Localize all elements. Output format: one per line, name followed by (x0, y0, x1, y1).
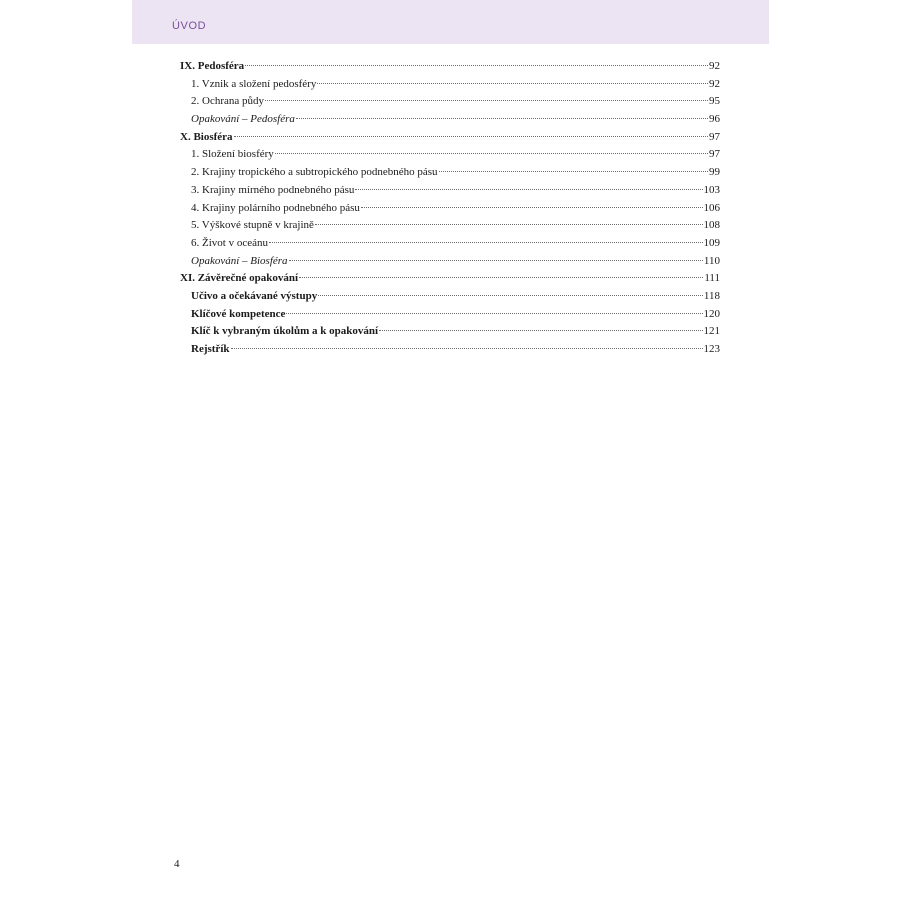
toc-entry-label: 4. Krajiny polárního podnebného pásu (191, 201, 360, 214)
toc-entry-page: 110 (703, 254, 720, 267)
toc-entry-page: 106 (703, 201, 720, 214)
toc-entry[interactable] (180, 217, 720, 235)
toc-entry[interactable] (180, 129, 720, 147)
toc-entry-label: Klíč k vybraným úkolům a k opakování (191, 325, 379, 338)
dot-leader (231, 348, 703, 349)
toc-entry[interactable] (180, 146, 720, 164)
toc-entry[interactable] (180, 341, 720, 359)
dot-leader (234, 136, 708, 137)
dot-leader (379, 330, 702, 331)
toc-entry-label: Učivo a očekávané výstupy (191, 289, 318, 302)
dot-leader (296, 118, 708, 119)
toc-entry-page: 103 (703, 183, 720, 196)
dot-leader (265, 100, 708, 101)
toc-entry-label: 6. Život v oceánu (191, 236, 268, 249)
toc-entry[interactable] (180, 306, 720, 324)
toc-entry-label: 3. Krajiny mírného podnebného pásu (191, 183, 355, 196)
toc-entry-label: 1. Vznik a složení pedosféry (191, 77, 317, 90)
dot-leader (299, 277, 703, 278)
toc-entry[interactable] (180, 270, 720, 288)
toc-entry-page: 99 (709, 166, 720, 179)
toc-entry-label: XI. Závěrečné opakování (180, 272, 299, 285)
toc-entry-label: Rejstřík (191, 343, 230, 355)
toc-entry[interactable] (180, 323, 720, 341)
dot-leader (317, 83, 708, 84)
toc-entry-label: 1. Složení biosféry (191, 148, 274, 161)
toc-entry-page: 108 (703, 219, 720, 232)
toc-entry-label: 2. Ochrana půdy (191, 95, 265, 108)
toc-entry[interactable] (180, 182, 720, 200)
toc-entry-page: 120 (703, 307, 720, 320)
toc-entry[interactable] (180, 288, 720, 306)
toc-entry-page: 95 (709, 95, 720, 108)
toc-entry-label: X. Biosféra (180, 130, 233, 143)
toc-entry-page: 111 (704, 272, 720, 285)
document-page (132, 0, 769, 900)
toc-entry-page: 118 (703, 289, 720, 302)
toc-entry-page: 123 (703, 343, 720, 355)
toc-entry[interactable] (180, 164, 720, 182)
toc-entry-page: 96 (709, 113, 720, 126)
toc-entry[interactable] (180, 76, 720, 94)
dot-leader (286, 313, 702, 314)
toc-entry-page: 92 (709, 60, 720, 72)
dot-leader (315, 224, 703, 225)
dot-leader (269, 242, 703, 243)
dot-leader (355, 189, 702, 190)
toc-entry-label: Opakování – Biosféra (191, 254, 288, 267)
dot-leader (275, 153, 708, 154)
toc-entry-page: 92 (709, 77, 720, 90)
dot-leader (245, 65, 708, 66)
dot-leader (318, 295, 703, 296)
section-title: ÚVOD (172, 20, 207, 32)
toc-entry[interactable] (180, 93, 720, 111)
toc-entry-label: Opakování – Pedosféra (191, 113, 295, 126)
toc-entry-label: Klíčové kompetence (191, 307, 286, 320)
toc-entry-label: 2. Krajiny tropického a subtropického podnebného pásu (191, 166, 438, 179)
toc-entry[interactable] (180, 200, 720, 218)
toc-entry[interactable] (180, 58, 720, 76)
table-of-contents (180, 58, 720, 359)
toc-entry[interactable] (180, 253, 720, 271)
page-number: 4 (174, 858, 180, 870)
toc-entry-page: 121 (703, 325, 720, 338)
toc-entry-label: 5. Výškové stupně v krajině (191, 219, 314, 232)
toc-entry-page: 109 (703, 236, 720, 249)
toc-entry-label: IX. Pedosféra (180, 60, 245, 72)
header-band (132, 0, 769, 44)
dot-leader (439, 171, 708, 172)
dot-leader (289, 260, 703, 261)
toc-entry[interactable] (180, 111, 720, 129)
toc-entry[interactable] (180, 235, 720, 253)
toc-entry-page: 97 (709, 130, 720, 143)
dot-leader (361, 207, 703, 208)
toc-entry-page: 97 (709, 148, 720, 161)
